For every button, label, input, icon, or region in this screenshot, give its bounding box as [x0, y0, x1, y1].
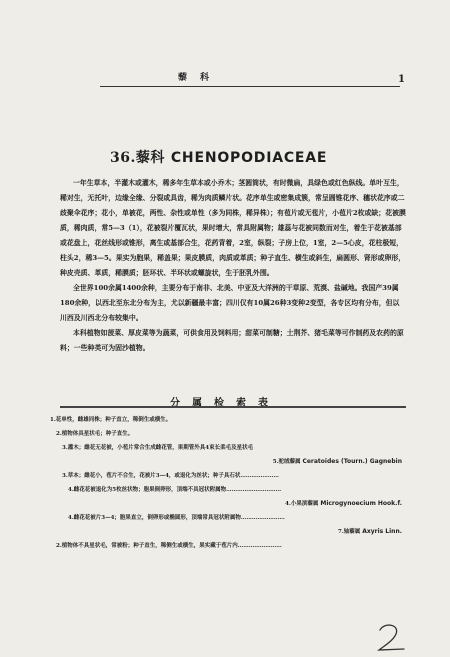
genus-name-cn: 4.小果滨藜属	[285, 501, 319, 507]
running-header: 藜 科	[178, 73, 212, 83]
key-line: 3.草本；雌花小，苞片不合生，花被片3—4，或退化为丝状；种子具石状…………………	[62, 473, 279, 479]
key-line: 1.花单性，雌雄同株；种子直立，稀倒生或横生。	[50, 417, 172, 423]
genus-name-cn: 7.轴藜属	[338, 529, 361, 535]
key-title: 分属检索表	[170, 398, 280, 409]
genus-name-cn: 5.驼绒藜属	[272, 459, 301, 465]
family-name-cn: 藜科	[135, 150, 165, 166]
genus-name-latin: Ceratoides (Tourn.) Gagnebin	[302, 458, 402, 465]
description-paragraph: 本科植物如菠菜、厚皮菜等为蔬菜，可供食用及饲料用；甜菜可制糖；土荆芥、猪毛菜等可作制药及农药的原料；一些种类可为固沙植物。	[60, 329, 404, 352]
key-genus-line	[50, 497, 408, 511]
key-rule	[60, 406, 406, 408]
key-line: 2.植物体不具星状毛，常被粉；种子直生，稀侧生或横生，果实藏于苞片内……………………	[56, 543, 282, 549]
genus-name-latin: Microgynoecium Hook.f.	[320, 500, 402, 507]
family-heading	[110, 147, 327, 167]
header-rule	[100, 86, 400, 87]
handwritten-mark	[374, 622, 408, 652]
key-genus-line	[50, 455, 408, 469]
page-number: 1	[398, 74, 405, 85]
genus-name-latin: Axyris Linn.	[362, 528, 402, 535]
key-line: 4.雌花花被片3—4；胞果直立，倒卵形或椭圆形，顶端常具冠状附属物……………………	[68, 515, 285, 521]
genus-key	[50, 413, 408, 553]
key-line: 3.灌木；雌花无花被，小苞片常合生成雌花管，果期管外具4束长柔毛及星状毛	[62, 445, 254, 451]
key-genus-line	[50, 525, 408, 539]
description-paragraph: 一年生草本，半灌木或灌木，稀多年生草本或小乔木；茎圆筒状，有时微扁，具绿色或红色纵线。单叶互生，稀对生，无托叶，边缘全缘、分裂或具齿，稀为肉质鳞片状。花序单生或密集成簇，常呈圆锥花序、穗状花序或二歧聚伞花序；花小，单被花，两性、杂性或单性（多为同株，稀异株）；有苞片或无苞片，小苞片2枚或缺；花被膜质，稀肉质，常5—3（1），花被裂片覆瓦状，果时增大，常具附属物；雄蕊与花被同数而对生，着生于花被基部或花盘上，花丝线形或锥形，离生或基部合生，花药背着，2室，纵裂；子房上位，1室，2—5心皮，花柱极短，柱头2，稀3—5。果实为胞果，稀盖果；果皮膜质，肉质或革质；种子直生、横生或斜生，扁圆形、肾形或卵形，种皮壳质、革质，稀膜质；胚环状、半环状或螺旋状，生于胚乳外围。	[60, 179, 406, 277]
description-paragraph: 全世界100余属1400余种，主要分布于南非、北美、中亚及大洋洲的干草原、荒漠、盐碱地。我国产39属180余种，以西北至东北分布为主，尤以新疆最丰富；四川仅有10属26种3变种2变型，各专区均有分布，但以川西及川西北分布较集中。	[60, 284, 400, 322]
family-number: 36.	[110, 150, 136, 166]
key-line: 2.植物体具星状毛；种子直生。	[56, 431, 134, 437]
family-description	[60, 176, 406, 356]
key-line: 4.雌花花被退化为5枚丝状物；胞果倒卵形，顶端不具冠状附属物…………………………	[68, 487, 282, 493]
family-name-latin: CHENOPODIACEAE	[170, 150, 328, 166]
